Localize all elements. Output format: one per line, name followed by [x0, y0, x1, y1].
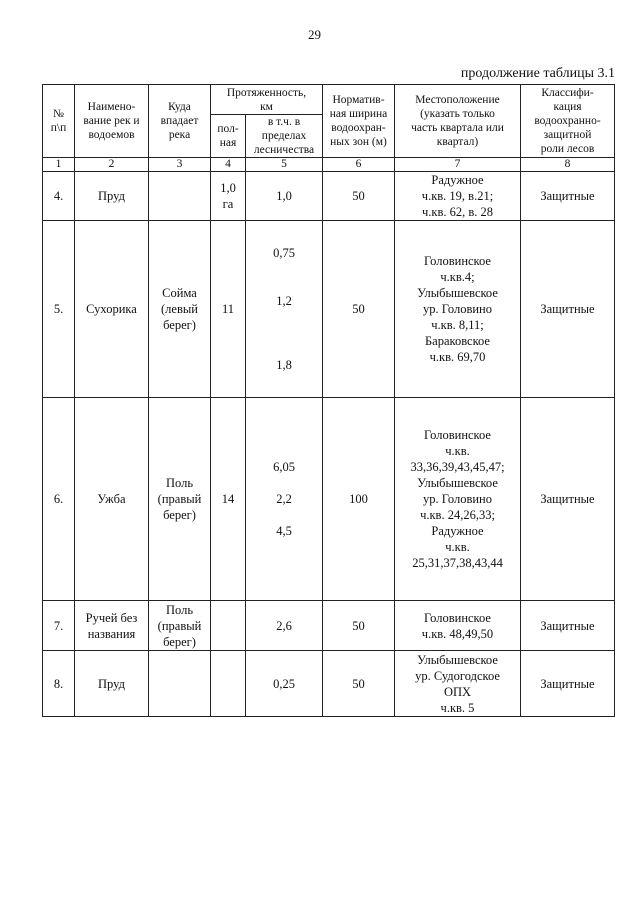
water-body-name — [75, 221, 149, 398]
classification: Защитные — [521, 601, 615, 651]
length-total — [211, 651, 246, 717]
cell-line: Пруд — [98, 189, 125, 203]
classification: Защитные — [521, 651, 615, 717]
cell-line: впадает — [160, 115, 199, 127]
header-num — [43, 85, 75, 158]
cell-line: ч.кв. 48,49,50 — [421, 626, 494, 641]
cell-line: ч.кв. 24,26,33; — [420, 508, 495, 522]
cell-line: га — [222, 197, 234, 211]
cell-line: Наимено- — [87, 101, 136, 113]
column-index: 6 — [323, 158, 395, 172]
column-index: 7 — [395, 158, 521, 172]
location — [395, 221, 521, 398]
column-index: 4 — [211, 158, 246, 172]
cell-line: Поль — [165, 476, 194, 490]
cell-line: 1,0 — [220, 181, 236, 195]
cell-line: ная — [219, 137, 237, 149]
cell-line: роли лесов — [540, 143, 595, 155]
cell-line: Ручей без — [85, 610, 138, 625]
cell-line: ч.кв.4; — [440, 270, 475, 284]
length-total — [211, 398, 246, 601]
column-index: 8 — [521, 158, 615, 172]
cell-line: ОПХ — [443, 684, 472, 699]
cell-line: квартал) — [436, 136, 479, 148]
cell-line: ч.кв. 69,70 — [429, 350, 486, 364]
cell-line: ная ширина — [329, 108, 388, 120]
column-index: 2 — [75, 158, 149, 172]
cell-line: ур. Головино — [423, 302, 492, 316]
cell-line: ч.кв. 8,11; — [431, 318, 484, 332]
header-length — [211, 85, 323, 115]
cell-line: ч.кв. — [445, 444, 470, 458]
cell-line: пол- — [217, 123, 239, 135]
cell-line: Бараковское — [425, 334, 490, 348]
flows-into — [149, 601, 211, 651]
water-body-name — [75, 172, 149, 221]
location — [395, 398, 521, 601]
location — [395, 651, 521, 717]
cell-line: водоохранно- — [534, 115, 601, 127]
cell-line: водоемов — [88, 129, 135, 141]
table-row — [43, 651, 615, 717]
row-number: 5. — [43, 221, 75, 398]
cell-line: защитной — [543, 129, 592, 141]
column-index-row — [43, 158, 615, 172]
forestry-segment: 1,8 — [276, 358, 292, 372]
cell-line: Улыбышевское — [417, 286, 498, 300]
zone-width: 50 — [323, 651, 395, 717]
table-row — [43, 221, 615, 398]
page-number: 29 — [308, 27, 321, 42]
cell-line: ч.кв. 62, в. 28 — [421, 205, 494, 219]
column-index: 3 — [149, 158, 211, 172]
classification: Защитные — [521, 221, 615, 398]
cell-line: ч.кв. 5 — [440, 700, 475, 715]
forestry-segment: 4,5 — [276, 524, 292, 538]
cell-line: Улыбышевское — [417, 652, 498, 667]
table-row — [43, 601, 615, 651]
cell-line: названия — [87, 626, 136, 641]
flows-into — [149, 172, 211, 221]
cell-line: ч.кв. 19, в.21; — [421, 189, 494, 203]
cell-line: Головинское — [424, 254, 491, 268]
length-total — [211, 172, 246, 221]
cell-line: ур. Судогодское — [415, 668, 500, 683]
cell-line: берег) — [163, 318, 196, 332]
cell-line: Головинское — [424, 428, 491, 442]
forestry-segment: 1,2 — [276, 294, 292, 308]
cell-line: Протяженность, — [226, 86, 307, 99]
cell-line: лесничества — [253, 144, 315, 156]
table-row — [43, 398, 615, 601]
cell-line: Поль — [165, 602, 194, 617]
cell-line: 33,36,39,43,45,47; — [410, 460, 505, 474]
length-total — [211, 221, 246, 398]
length-in-forestry — [246, 651, 323, 717]
water-body-name — [75, 601, 149, 651]
cell-line: в т.ч. в — [267, 116, 301, 128]
header-zone-width — [323, 85, 395, 158]
cell-line: Улыбышевское — [417, 476, 498, 490]
table-caption: продолжение таблицы 3.1 — [460, 66, 615, 81]
zone-width: 50 — [323, 601, 395, 651]
cell-line: (указать только — [420, 108, 495, 120]
cell-line: 14 — [221, 492, 235, 506]
cell-line: Радужное — [431, 173, 484, 187]
row-number: 8. — [43, 651, 75, 717]
length-in-forestry — [246, 172, 323, 221]
length-total — [211, 601, 246, 651]
location — [395, 172, 521, 221]
column-index: 1 — [43, 158, 75, 172]
cell-line: 0,25 — [273, 676, 295, 691]
cell-line: река — [168, 129, 191, 141]
classification: Защитные — [521, 172, 615, 221]
cell-line: водоохран- — [331, 122, 386, 134]
header-classification — [521, 85, 615, 158]
cell-line: ур. Головино — [423, 492, 492, 506]
zone-width: 50 — [323, 172, 395, 221]
table-row — [43, 172, 615, 221]
cell-line: Куда — [168, 101, 191, 113]
cell-line: (левый — [161, 302, 198, 316]
cell-line: № — [53, 108, 64, 120]
cell-line: кация — [553, 101, 582, 113]
cell-line: Местоположение — [415, 94, 500, 106]
cell-line: Ужба — [97, 492, 126, 506]
header-name — [75, 85, 149, 158]
cell-line: берег) — [163, 508, 196, 522]
header-length-forest — [246, 115, 323, 158]
cell-line: 1,0 — [276, 189, 292, 203]
header-length-total — [211, 115, 246, 158]
cell-line: вание рек и — [83, 115, 140, 127]
length-in-forestry — [246, 601, 323, 651]
zone-width: 50 — [323, 221, 395, 398]
zone-width: 100 — [323, 398, 395, 601]
cell-line: 11 — [221, 302, 235, 316]
cell-line: Сухорика — [86, 302, 137, 316]
cell-line: (правый — [157, 492, 202, 506]
cell-line: Норматив- — [332, 94, 385, 106]
cell-line: Сойма — [162, 286, 197, 300]
cell-line: Пруд — [98, 676, 125, 691]
header-location — [395, 85, 521, 158]
cell-line: ных зон (м) — [330, 136, 387, 148]
cell-line: Головинское — [424, 610, 491, 625]
cell-line: 2,6 — [276, 618, 292, 633]
rivers-table — [42, 84, 615, 717]
classification: Защитные — [521, 398, 615, 601]
length-in-forestry — [246, 221, 323, 398]
cell-line: 25,31,37,38,43,44 — [412, 556, 503, 570]
flows-into — [149, 651, 211, 717]
cell-line: Классифи- — [541, 87, 594, 99]
row-number: 6. — [43, 398, 75, 601]
cell-line: пределах — [261, 130, 307, 142]
forestry-segment: 6,05 — [273, 460, 295, 474]
flows-into — [149, 221, 211, 398]
row-number: 4. — [43, 172, 75, 221]
length-in-forestry — [246, 398, 323, 601]
cell-line: км — [260, 100, 273, 113]
column-index: 5 — [246, 158, 323, 172]
forestry-segment: 0,75 — [273, 246, 295, 260]
water-body-name — [75, 651, 149, 717]
forestry-segment: 2,2 — [276, 492, 292, 506]
cell-line: Радужное — [431, 524, 484, 538]
cell-line: ч.кв. — [445, 540, 470, 554]
cell-line: (правый — [157, 618, 202, 633]
cell-line: часть квартала или — [411, 122, 504, 134]
location — [395, 601, 521, 651]
flows-into — [149, 398, 211, 601]
row-number: 7. — [43, 601, 75, 651]
cell-line: берег) — [163, 634, 196, 649]
water-body-name — [75, 398, 149, 601]
header-flows-into — [149, 85, 211, 158]
cell-line: п\п — [50, 122, 67, 134]
